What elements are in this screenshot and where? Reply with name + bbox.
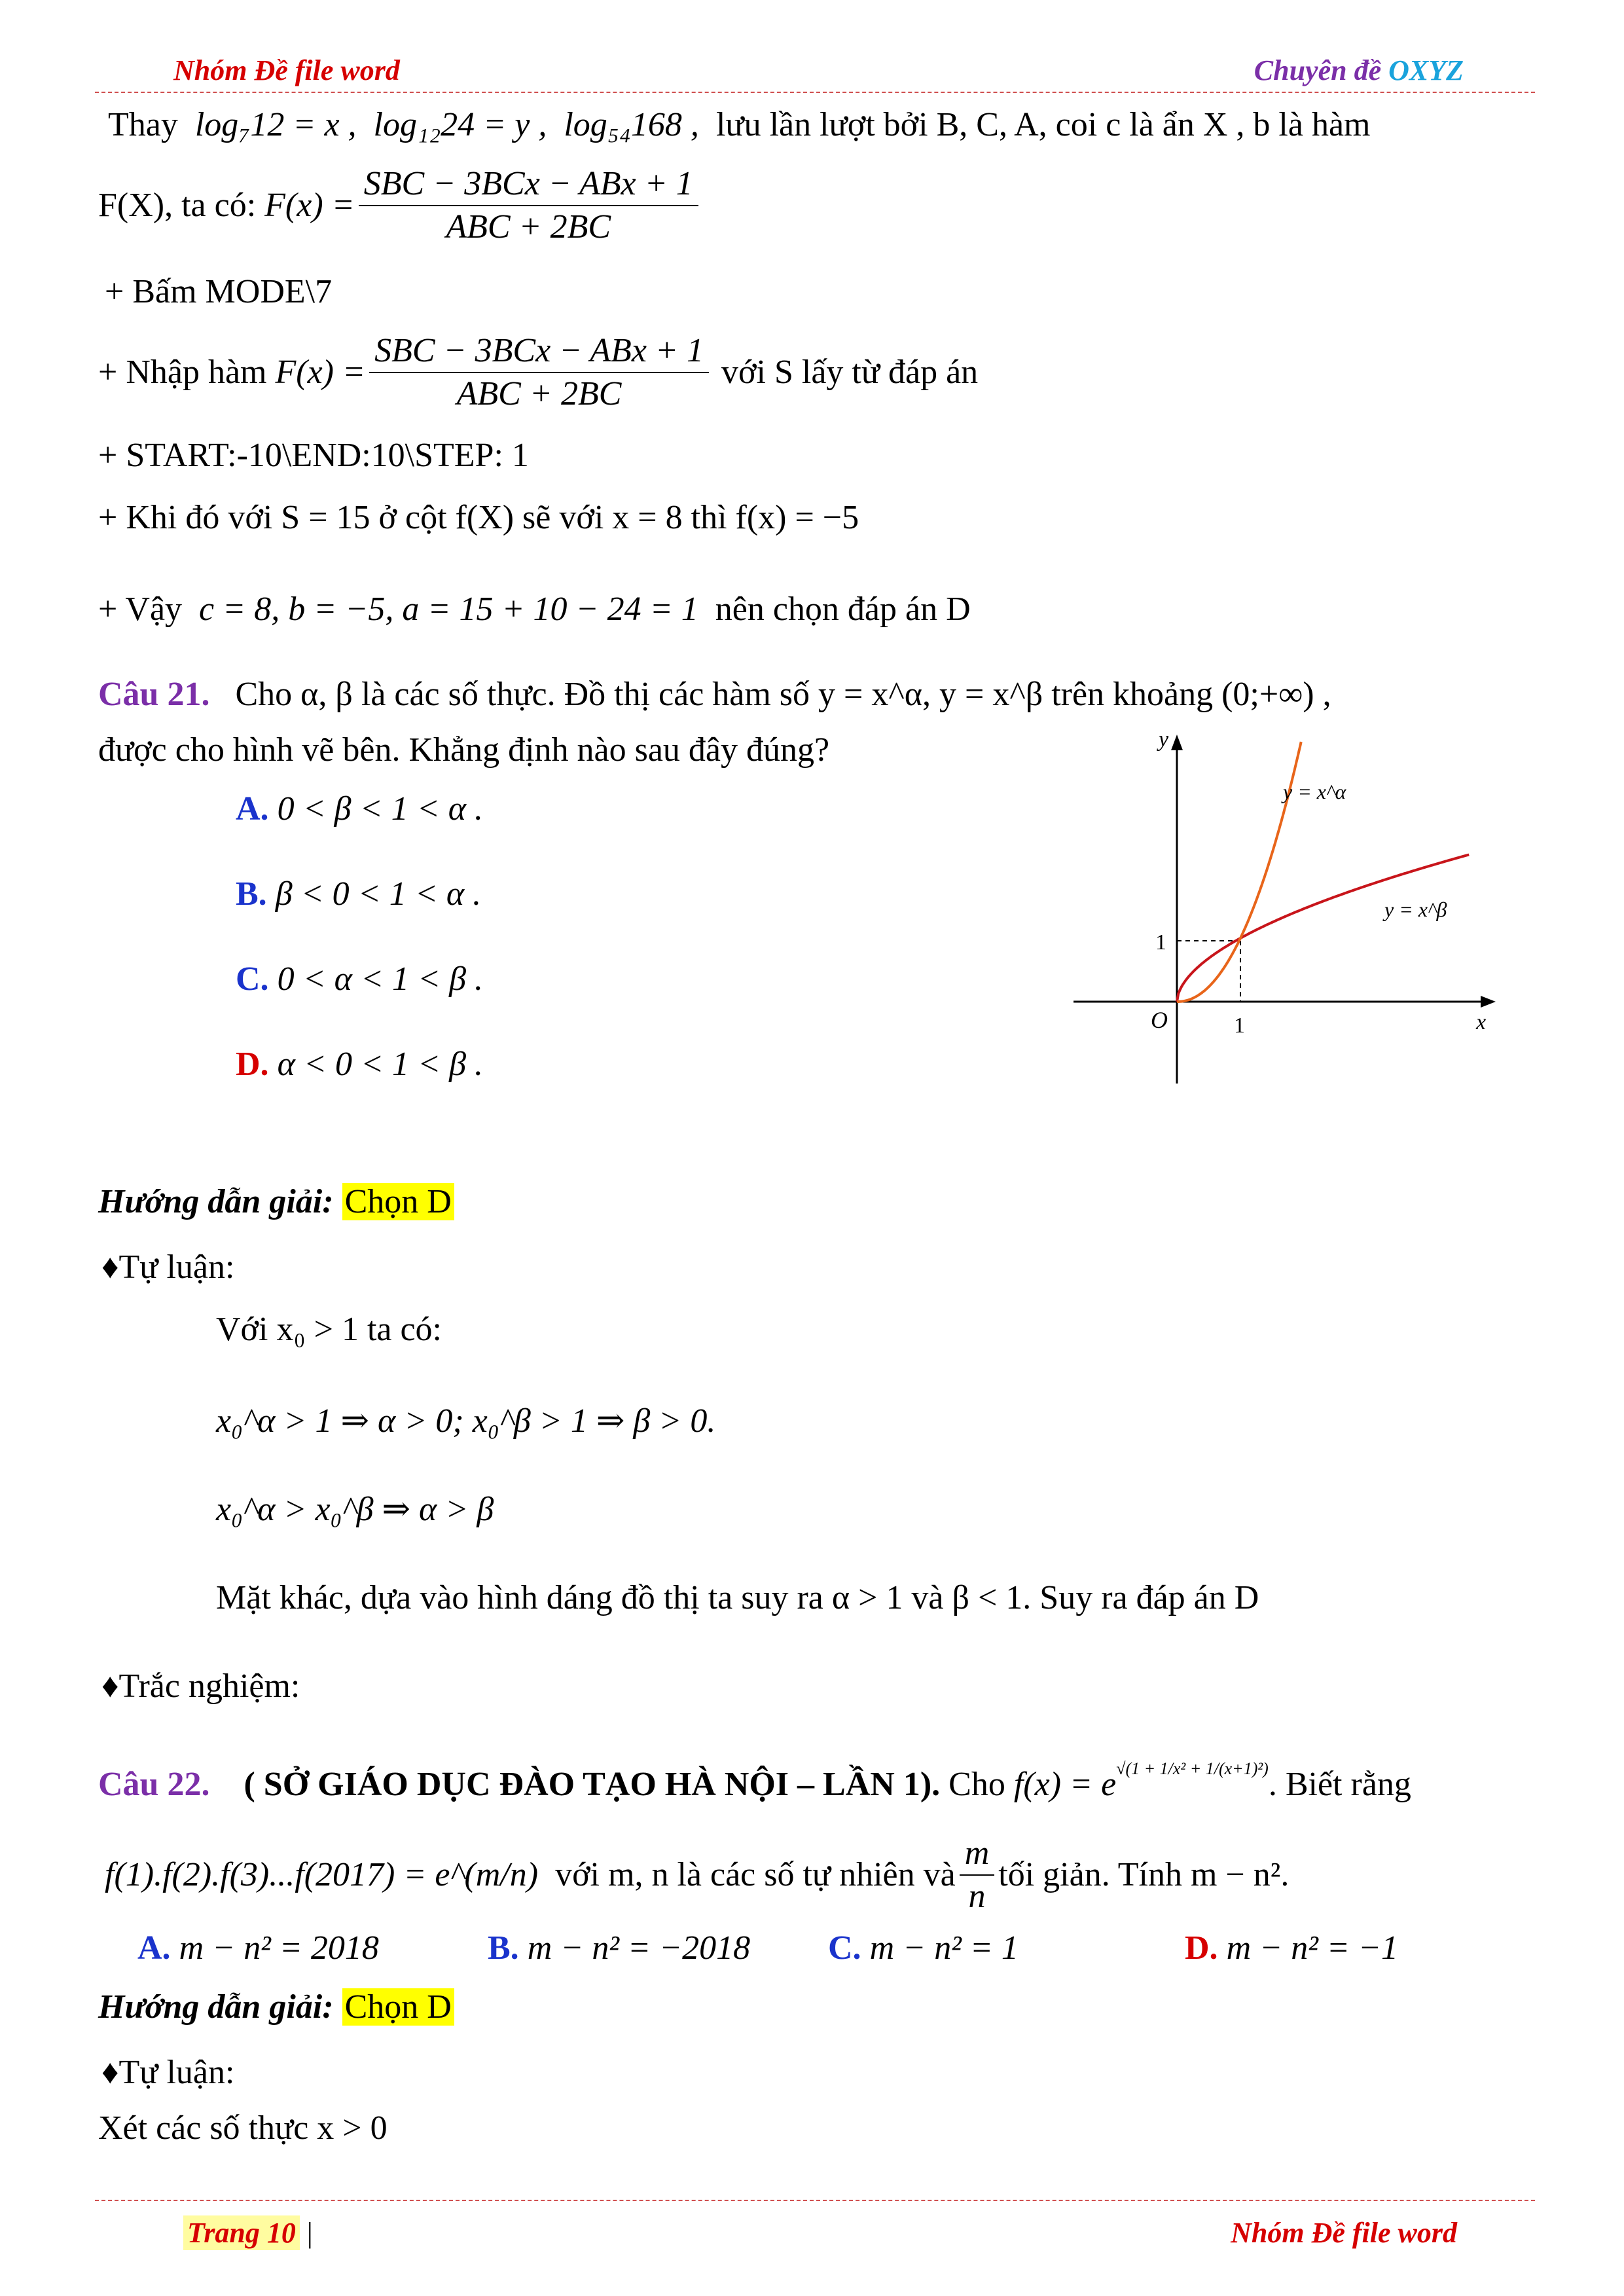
header-right [1254, 54, 1464, 87]
step-2 [98, 334, 978, 411]
q22-biet-rang: . Biết rằng [1268, 1766, 1411, 1803]
q21-option-b[interactable] [236, 877, 481, 911]
step-3: + START:-10\END:10\STEP: 1 [98, 437, 529, 474]
q21-option-a-text: 0 < β < 1 < α . [277, 790, 484, 828]
q21-trac-nghiem: ♦Trắc nghiệm: [101, 1667, 300, 1705]
tick-x-label: 1 [1234, 1013, 1245, 1038]
q22-frac-den: n [968, 1878, 986, 1915]
x-axis-arrow-icon [1481, 996, 1496, 1008]
fx-fraction [359, 167, 698, 244]
step-5-prefix: + Vậy [98, 591, 183, 628]
step-2-denominator: ABC + 2BC [456, 375, 622, 412]
q22-option-d-text: m − n² = −1 [1226, 1929, 1398, 1967]
q21-option-c-key: C. [236, 960, 269, 998]
footer-divider [95, 2200, 1535, 2201]
step-5-math: c = 8, b = −5, a = 15 + 10 − 24 = 1 [199, 591, 698, 628]
q21-option-c[interactable] [236, 962, 483, 996]
q22-end: tối giản. Tính m − n². [998, 1856, 1290, 1893]
footer-left [183, 2216, 313, 2250]
y-axis-arrow-icon [1171, 735, 1183, 750]
step-4: + Khi đó với S = 15 ở cột f(X) sẽ với x = 8 thì f(x) = −5 [98, 499, 859, 536]
step-2-fx: F(x) = [275, 354, 366, 391]
q22-option-a[interactable] [137, 1931, 379, 1965]
q22-frac-num: m [960, 1836, 995, 1876]
curve-beta [1177, 855, 1469, 1002]
q21-step-3: x₀^α > x₀^β ⇒ α > β [216, 1491, 494, 1528]
q21-option-a[interactable] [236, 792, 483, 826]
q22-last: Xét các số thực x > 0 [98, 2109, 388, 2147]
header-divider [95, 92, 1535, 93]
q22-exponent: √(1 + 1/x² + 1/(x+1)²) [1116, 1758, 1269, 1778]
fx-denominator: ABC + 2BC [446, 208, 611, 246]
step-2-suffix: với S lấy từ đáp án [721, 354, 979, 391]
step-1: + Bấm MODE\7 [105, 273, 333, 310]
q22-product: f(1).f(2).f(3)...f(2017) = e^(m/n) [105, 1856, 539, 1893]
log-3: log₅₄168 , [564, 106, 699, 143]
q21-hint-choice: Chọn D [342, 1183, 454, 1220]
step-2-numerator: SBC − 3BCx − ABx + 1 [369, 334, 709, 373]
q22-hint-label: Hướng dẫn giải: [98, 1988, 334, 2026]
q22-hint-choice: Chọn D [342, 1988, 454, 2026]
q22-option-b-text: m − n² = −2018 [527, 1929, 751, 1967]
q21-step-1: Với x₀ > 1 ta có: [216, 1311, 442, 1348]
header-right-prefix: Chuyên đề [1254, 54, 1389, 86]
footer-page-prefix: Trang [187, 2217, 267, 2249]
step-2-fraction [369, 334, 709, 411]
header-left: Nhóm Đề file word [173, 54, 400, 86]
q21-option-d-text: α < 0 < 1 < β . [277, 1046, 484, 1083]
q21-option-d[interactable] [236, 1048, 483, 1082]
q21-label: Câu 21. [98, 676, 210, 713]
q22-line-1 [98, 1758, 1411, 1803]
q22-option-c-text: m − n² = 1 [869, 1929, 1019, 1967]
q21-step-4: Mặt khác, dựa vào hình dáng đồ thị ta suy ra α > 1 và β < 1. Suy ra đáp án D [216, 1579, 1259, 1616]
q21-option-d-key: D. [236, 1046, 269, 1083]
curve-beta-label: y = x^β [1384, 898, 1447, 921]
x-axis-label: x [1476, 1010, 1487, 1034]
fx-lhs: F(x) = [264, 187, 355, 224]
q22-option-d[interactable] [1185, 1931, 1398, 1965]
q22-tu-luan: ♦Tự luận: [101, 2054, 235, 2091]
footer-page [183, 2215, 300, 2250]
q21-hint-label: Hướng dẫn giải: [98, 1183, 334, 1220]
q22-mid: với m, n là các số tự nhiên và [555, 1856, 956, 1893]
tick-y-label: 1 [1155, 930, 1166, 955]
q22-label: Câu 22. [98, 1766, 210, 1803]
y-axis-label: y [1159, 727, 1169, 752]
intro-line-1 [108, 108, 1371, 142]
step-5 [98, 592, 971, 627]
step-2-prefix: + Nhập hàm [98, 354, 267, 391]
q22-line-2 [105, 1836, 1289, 1914]
q21-stem-1: Cho α, β là các số thực. Đồ thị các hàm số y = x^α, y = x^β trên khoảng (0;+∞) , [235, 676, 1331, 713]
fx-definition [98, 167, 702, 244]
q22-option-b-key: B. [488, 1929, 519, 1967]
footer-separator: | [306, 2217, 313, 2249]
q22-fraction [960, 1836, 995, 1914]
q21-step-2: x₀^α > 1 ⇒ α > 0; x₀^β > 1 ⇒ β > 0. [216, 1402, 716, 1440]
q22-hint [98, 1990, 454, 2024]
q21-hint [98, 1185, 454, 1219]
step-5-suffix: nên chọn đáp án D [715, 591, 971, 628]
fx-intro: F(X), ta có: [98, 187, 257, 224]
q21-option-b-text: β < 0 < 1 < α . [275, 875, 482, 913]
q22-cho: Cho [948, 1766, 1005, 1803]
q21-tu-luan: ♦Tự luận: [101, 1248, 235, 1286]
q22-option-b[interactable] [488, 1931, 750, 1965]
fx-numerator: SBC − 3BCx − ABx + 1 [359, 167, 698, 206]
q21-option-c-text: 0 < α < 1 < β . [277, 960, 484, 998]
thay-text: Thay [108, 106, 178, 143]
q22-option-c[interactable] [828, 1931, 1019, 1965]
q22-fx: f(x) = e [1013, 1766, 1117, 1803]
log-2: log₁₂24 = y , [373, 106, 547, 143]
q22-option-a-key: A. [137, 1929, 171, 1967]
log-1: log₇12 = x , [194, 106, 357, 143]
q22-option-c-key: C. [828, 1929, 861, 1967]
footer-page-number: 10 [266, 2217, 296, 2249]
curve-alpha-label: y = x^α [1283, 780, 1346, 803]
q21-graph [1074, 727, 1506, 1093]
q21-line-1 [98, 678, 1331, 712]
q22-source: ( SỞ GIÁO DỤC ĐÀO TẠO HÀ NỘI – LẦN 1). [244, 1766, 941, 1803]
origin-label: O [1151, 1007, 1168, 1033]
q22-option-a-text: m − n² = 2018 [179, 1929, 379, 1967]
header-right-highlight: OXYZ [1388, 54, 1464, 86]
intro-rest: lưu lần lượt bởi B, C, A, coi c là ẩn X , b là hàm [715, 106, 1371, 143]
footer-right: Nhóm Đề file word [1231, 2217, 1457, 2249]
q21-stem-2: được cho hình vẽ bên. Khẳng định nào sau đây đúng? [98, 731, 830, 769]
q21-option-a-key: A. [236, 790, 269, 828]
q22-option-d-key: D. [1185, 1929, 1218, 1967]
q21-option-b-key: B. [236, 875, 267, 913]
